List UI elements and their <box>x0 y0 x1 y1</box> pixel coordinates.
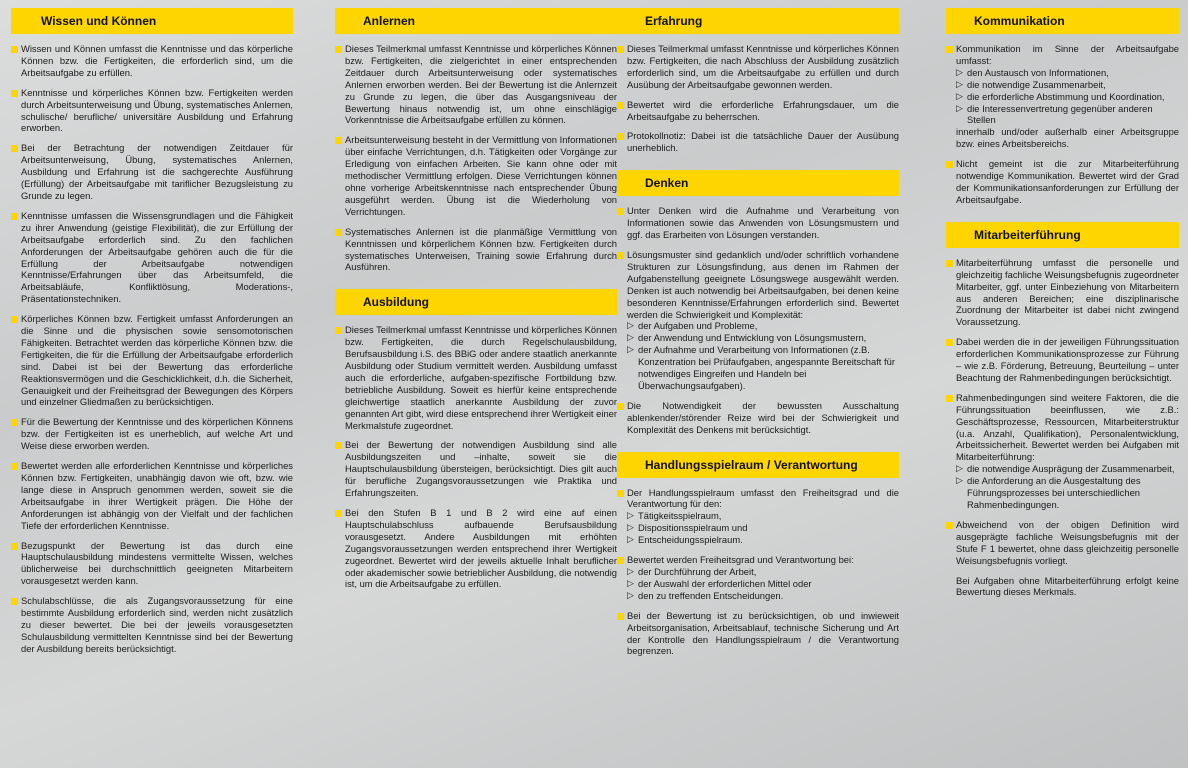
section-heading: Denken <box>617 170 899 196</box>
triangle-bullet-icon: ▷ <box>956 78 963 89</box>
triangle-bullet-icon: ▷ <box>627 510 634 521</box>
bullet-list <box>956 67 1179 127</box>
list-item <box>627 320 899 332</box>
section-heading: Kommunikation <box>946 8 1179 34</box>
paragraph <box>946 336 1179 384</box>
paragraph <box>11 540 293 588</box>
paragraph-text: Dabei werden die in der jeweiligen Führungssituation erforderlichen Kommunikationsprozesse zur Führung – wie z.B. Förderung, Betreuung, Beurteilung – unter Beachtung der Rahmenbedingungen berücksichtigt. <box>956 336 1179 383</box>
paragraph-text: Unter Denken wird die Aufnahme und Verarbeitung von Informationen sowie das Anwenden von Lösungsmustern und ggf. das Erarbeiten von Lösungen verstanden. <box>627 205 899 241</box>
list-item-text: Entscheidungsspielraum. <box>638 534 743 546</box>
paragraph-text: Lösungsmuster sind gedanklich und/oder schriftlich vorhandene Strukturen zur Lösungsfindung, aus denen im Rahmen der Aufgabenstellung geeignete Lösungswege ausgewählt werden. Denken ist auch notwendig bei Arbeitsaufgaben, bei denen keine besonderen Kenntnisse/Erfahrungen erforderlich sind. Bewertet werden die Schwierigkeit und Komplexität: <box>627 248 899 320</box>
bullet-list <box>627 566 899 602</box>
paragraph <box>946 158 1179 206</box>
section-gap <box>617 162 899 170</box>
triangle-bullet-icon: ▷ <box>956 475 963 486</box>
list-item-text: die notwendige Zusammenarbeit, <box>967 78 1106 90</box>
paragraph-text: Bewertet wird die erforderliche Erfahrungsdauer, um die Arbeitsaufgabe zu beherrschen. <box>627 98 899 122</box>
paragraph <box>11 416 293 452</box>
paragraph <box>335 134 617 217</box>
paragraph-text: Für die Bewertung der Kenntnisse und des körperlichen Könnens bzw. der Fertigkeiten ist es unerheblich, auf welche Art und Weise diese erworben werden. <box>21 416 293 452</box>
paragraph-text: Protokollnotiz: Dabei ist die tatsächliche Dauer der Ausübung unerheblich. <box>627 130 899 154</box>
list-item-text: die Anforderung an die Ausgestaltung des Führungsprozesses bei unterschiedlichen Rahmenbedingungen. <box>967 475 1141 510</box>
paragraph <box>617 205 899 241</box>
triangle-bullet-icon: ▷ <box>956 90 963 101</box>
paragraph <box>335 439 617 499</box>
list-item <box>956 103 1179 127</box>
list-item-text: den Austausch von Informationen, <box>967 66 1109 78</box>
triangle-bullet-icon: ▷ <box>956 463 963 474</box>
section-heading: Handlungsspielraum / Verantwortung <box>617 452 899 478</box>
list-item-text: der Aufnahme und Verarbeitung von Informationen (z.B. Konzentration bei Prüfaufgaben, angespannte Bereitschaft für notwendiges Eingreifen und Handeln bei Überwachungsaufgaben). <box>638 344 895 391</box>
paragraph-text: Abweichend von der obigen Definition wird ausgeprägte fachliche Weisungsbefugnis mit der Stufe F 1 bewertet, ohne dass gleichzeitig personelle Weisungsbefugnis vorliegt. <box>956 518 1179 566</box>
list-item <box>627 566 899 578</box>
paragraph <box>11 210 293 305</box>
section-gap <box>335 598 617 606</box>
paragraph <box>617 487 899 547</box>
triangle-bullet-icon: ▷ <box>627 566 634 576</box>
paragraph-text: Bezugspunkt der Bewertung ist das durch eine Hauptschulausbildung mindestens vermittelte Wissen, welches üblicherweise bei durchschnittlich geeigneten Mitarbeitern vorausgesetzt werden kann. <box>21 539 293 587</box>
bullet-list <box>956 463 1179 511</box>
paragraph <box>335 324 617 431</box>
triangle-bullet-icon: ▷ <box>627 522 634 533</box>
paragraph-text: Bei Aufgaben ohne Mitarbeiterführung erfolgt keine Bewertung dieses Merkmals. <box>956 574 1179 598</box>
paragraph-text: Nicht gemeint ist die zur Mitarbeiterführung notwendige Kommunikation. Bewertet wird der Grad der Kommunikationsanforderungen zur Erfüllung der Arbeitsaufgabe. <box>956 158 1179 205</box>
list-item-text: der Anwendung und Entwicklung von Lösungsmustern, <box>638 332 867 344</box>
section-gap <box>11 663 293 671</box>
paragraph-text: Bewertet werden Freiheitsgrad und Verantwortung bei: <box>627 554 854 566</box>
section-gap <box>946 214 1179 222</box>
paragraph <box>11 142 293 202</box>
paragraph <box>335 226 617 274</box>
triangle-bullet-icon: ▷ <box>956 102 963 113</box>
paragraph-continuation: innerhalb und/oder außerhalb einer Arbeitsgruppe bzw. eines Arbeitsbereichs. <box>956 126 1179 150</box>
paragraph-text: Systematisches Anlernen ist die planmäßige Vermittlung von Kenntnissen und körperlichem Können bzw. Fertigkeiten durch systematisches Unterweisen, Training sowie Erfahrung durch Ausführen. <box>345 225 617 273</box>
list-item-text: der Aufgaben und Probleme, <box>638 320 758 332</box>
bullet-list <box>627 320 899 391</box>
paragraph <box>617 400 899 436</box>
paragraph-text: Der Handlungsspielraum umfasst den Freiheitsgrad und die Verantwortung für den: <box>627 486 899 510</box>
list-item <box>956 67 1179 79</box>
list-item-text: die Interessenvertretung gegenüber anderen Stellen <box>967 102 1153 126</box>
triangle-bullet-icon: ▷ <box>627 332 634 343</box>
paragraph <box>11 460 293 531</box>
list-item <box>627 590 899 602</box>
column-1 <box>11 8 293 671</box>
list-item-text: Dispositionsspielraum und <box>638 522 748 534</box>
paragraph <box>946 257 1179 328</box>
list-item <box>627 522 899 534</box>
section-heading: Wissen und Können <box>11 8 293 34</box>
paragraph-text: Körperliches Können bzw. Fertigkeit umfasst Anforderungen an die Sinne und die physischen sowie sensomotorischen Fähigkeiten. Betrachtet werden das körperliche Können bzw. die Fertigkeiten, die für die Erfüllung der Arbeitsaufgabe erforderlich sind. Dabei ist bei der Bewertung das erforderliche Reaktionsvermögen und die Geschicklichkeit, d.h. die Sicherheit, Genauigkeit und der Freiheitsgrad der Bewegungen des Körpers und einzelner Gliedmaßen zu berücksichtigen. <box>21 313 293 408</box>
paragraph-text: Bei der Betrachtung der notwendigen Zeitdauer für Arbeitsunterweisung, Übung, systematisches Anlernen, Ausbildung und Erfahrung ist die sachgerechte Ausführung (Erfüllung) der Arbeitsaufgabe mit tariflicher Bezugsleistung zu Grunde zu legen. <box>21 142 293 201</box>
paragraph-text: Bewertet werden alle erforderlichen Kenntnisse und körperliches Können bzw. Fertigkeiten, unabhängig davon wie oft, bzw. wie lange diese in Anspruch genommen werden, soweit sie die Arbeitsaufgabe in ihrer Wertigkeit prägen. Die Höhe der Anforderungen ist abhängig von der Vielfalt und der fachlichen Tiefe der erforderlichen Kenntnisse. <box>21 460 293 531</box>
list-item-text: Tätigkeitsspielraum, <box>638 510 722 522</box>
paragraph-text: Arbeitsunterweisung besteht in der Vermittlung von Informationen über einfache Verrichtungen, d.h. Tätigkeiten oder Vorgänge zur Erledigung von einfachen Arbeiten. Sie kann ohne oder mit methodischer Vermittlung erfolgen. Diese Verrichtungen können ohne vorherige Arbeitskenntnisse nach entsprechender Übung ausgeführt werden. Übung ist die Wiederholung von Verrichtungen. <box>345 134 617 217</box>
list-item <box>956 463 1179 475</box>
section-gap <box>617 444 899 452</box>
paragraph <box>11 595 293 655</box>
paragraph <box>335 507 617 590</box>
list-item-text: die erforderliche Abstimmung und Koordination, <box>967 90 1165 102</box>
paragraph <box>617 554 899 602</box>
paragraph <box>11 313 293 408</box>
paragraph-text: Schulabschlüsse, die als Zugangsvoraussetzung für eine bestimmte Ausbildung erforderlich sind, werden nicht zusätzlich zu dieser bewertet. Die bei der jeweils vorausgesetzten Schulausbildung vermittelten Kenntnisse sind bei der Bewertung der Ausbildung bereits berücksichtigt. <box>21 595 293 654</box>
paragraph-text: Dieses Teilmerkmal umfasst Kenntnisse und körperliches Können bzw. Fertigkeiten, die zielgerichtet in einer entsprechenden Zeitdauer durch Arbeitsunterweisung oder systematisches Anlernen erworben werden. Bei der Bewertung ist die Anlernzeit zu Grunde zu legen, die über das Ausgangsniveau der Bewertung hinaus notwendig ist, um ohne einschlägige Vorkenntnisse die Arbeitsaufgabe erfüllen zu können. <box>345 43 617 126</box>
triangle-bullet-icon: ▷ <box>956 66 963 77</box>
paragraph-text: Dieses Teilmerkmal umfasst Kenntnisse und körperliches Können bzw. Fertigkeiten, die durch Regelschulausbildung, Berufsausbildung i.S. des BBiG oder andere staatlich anerkannte Ausbildung oder Studium vermittelt werden. Ausbildung umfasst auch die erforderliche, aufgaben-spezifische Fortbildung bzw. betriebliche Ausbildung. Soweit es hierfür keine entsprechende gleichwertige staatlich anerkannte Ausbildung der zuvor genannten Art gibt, wird diese entsprechend ihrer Wertigkeit einer Merkmalstufe zugeordnet. <box>345 324 617 431</box>
paragraph-text: Kenntnisse umfassen die Wissensgrundlagen und die Fähigkeit zu ihrer Anwendung (geistige Flexibilität), die zur Erfüllung der Arbeitsaufgabe erforderlich sind. Zu den fachlichen Anforderungen der Arbeitsaufgabe gehören auch die für die Erfüllung der Arbeitsaufgabe notwendigen Kenntnisse/Erfahrungen über das Arbeitsumfeld, die Arbeitsabläufe, Konfliktlösung, Moderations-, Präsentationstechniken. <box>21 209 293 305</box>
column-2 <box>335 8 617 606</box>
paragraph <box>617 99 899 123</box>
paragraph-text: Bei der Bewertung ist zu berücksichtigen, ob und inwieweit Arbeitsorganisation, Arbeitsablauf, technische Sicherung und Art der Kontrolle den Handlungsspielraum / die Verantwortung begrenzen. <box>627 609 899 657</box>
paragraph-text: Mitarbeiterführung umfasst die personelle und gleichzeitig fachliche Weisungsbefugnis zugeordneter Mitarbeiter, ggf. unter Einbeziehung von Mitarbeitern aus anderen Bereichen; eine disziplinarische Zuordnung der Mitarbeiter ist dabei nicht zwingend Voraussetzung. <box>956 256 1179 328</box>
paragraph-text: Rahmenbedingungen sind weitere Faktoren, die die Führungssituation beeinflussen, wie z.B.: Geschäftsprozesse, Ressourcen, Mitarbeiterstruktur (u.a. Anzahl, Qualifikation), Personalentwicklung, Arbeitssicherheit. Bewertet werden bei Aufgaben mit Mitarbeiterführung: <box>956 391 1179 463</box>
paragraph <box>335 43 617 126</box>
list-item <box>627 578 899 590</box>
paragraph-text: Die Notwendigkeit der bewussten Ausschaltung ablenkender/störender Reize wird bei der Schwierigkeit und Komplexität des Denkens mit berücksichtigt. <box>627 399 899 435</box>
paragraph <box>617 43 899 91</box>
paragraph <box>946 43 1179 150</box>
section-gap <box>617 665 899 673</box>
paragraph-text: Wissen und Können umfasst die Kenntnisse und das körperliche Können bzw. die Fertigkeiten, die erforderlich sind, um die Arbeitsaufgabe zu erfüllen. <box>21 43 293 78</box>
paragraph <box>946 519 1179 567</box>
triangle-bullet-icon: ▷ <box>627 534 634 545</box>
paragraph-text: Kenntnisse und körperliches Können bzw. Fertigkeiten werden durch Arbeitsunterweisung und Übung, systematisches Anlernen, schulische/ berufliche/ universitäre Ausbildung und Erfahrung erworben. <box>21 86 293 134</box>
triangle-bullet-icon: ▷ <box>627 577 634 588</box>
section-gap <box>946 606 1179 614</box>
list-item-text: der Auswahl der erforderlichen Mittel oder <box>638 577 812 589</box>
bullet-list <box>627 510 899 546</box>
section-heading: Mitarbeiterführung <box>946 222 1179 248</box>
list-item <box>956 79 1179 91</box>
section-gap <box>335 281 617 289</box>
section-heading: Anlernen <box>335 8 617 34</box>
triangle-bullet-icon: ▷ <box>627 589 634 600</box>
list-item-text: der Durchführung der Arbeit, <box>638 566 757 577</box>
paragraph-text: Kommunikation im Sinne der Arbeitsaufgabe umfasst: <box>956 43 1179 66</box>
paragraph <box>946 392 1179 511</box>
list-item <box>627 534 899 546</box>
paragraph-text: Bei der Bewertung der notwendigen Ausbildung sind alle Ausbildungszeiten und –inhalte, soweit sie die Hauptschulausbildung übersteigen, berücksichtigt. Dies gilt auch für berufliche Zugangsvoraussetzungen wie Praktika und Erfahrungszeiten. <box>345 439 617 499</box>
paragraph <box>11 87 293 135</box>
column-4 <box>946 8 1179 614</box>
list-item <box>627 344 899 392</box>
triangle-bullet-icon: ▷ <box>627 344 634 355</box>
list-item <box>956 475 1179 511</box>
paragraph <box>617 249 899 392</box>
list-item <box>627 332 899 344</box>
list-item <box>956 91 1179 103</box>
section-heading: Erfahrung <box>617 8 899 34</box>
list-item-text: den zu treffenden Entscheidungen. <box>638 589 784 601</box>
paragraph-text: Bei den Stufen B 1 und B 2 wird eine auf einen Hauptschulabschluss aufbauende Berufsausbildung vorausgesetzt. Andere Ausbildungen mit erhöhten Zugangsvoraussetzungen werden entsprechend ihrer Wertigkeit zugeordnet. Bewertet wird der jeweils aktuelle Inhalt beruflicher oder akademischer sowie betrieblicher Ausbildung, die notwendig ist, um die Arbeitsaufgabe zu erfüllen. <box>345 507 617 590</box>
list-item <box>627 510 899 522</box>
column-3 <box>617 8 899 673</box>
paragraph <box>946 575 1179 599</box>
paragraph-text: Dieses Teilmerkmal umfasst Kenntnisse und körperliches Können bzw. Fertigkeiten, die nach Abschluss der Ausbildung zusätzlich erforderlich sind, um die Arbeitsaufgabe zu erfüllen und durch Ausübung der Arbeitsaufgabe gewonnen werden. <box>627 43 899 90</box>
paragraph <box>617 130 899 154</box>
paragraph <box>11 43 293 79</box>
list-item-text: die notwendige Ausprägung der Zusammenarbeit, <box>967 463 1175 475</box>
paragraph <box>617 610 899 658</box>
section-heading: Ausbildung <box>335 289 617 315</box>
triangle-bullet-icon: ▷ <box>627 320 634 331</box>
